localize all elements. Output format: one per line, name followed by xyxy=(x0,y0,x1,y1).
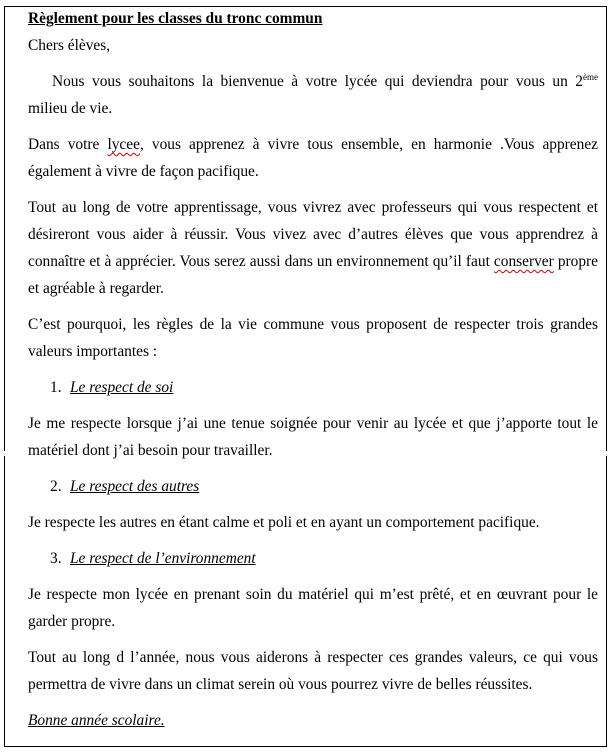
intro-line xyxy=(28,68,598,95)
signoff: Bonne année scolaire. xyxy=(28,712,165,729)
intro-paragraph xyxy=(28,68,598,122)
section-number: 3. xyxy=(50,550,62,567)
document-title: Règlement pour les classes du tronc commun xyxy=(28,10,323,27)
paragraph-2 xyxy=(28,194,598,302)
paragraph-2-before: Tout au long de votre apprentissage, vous vivrez avec professeurs qui vous respectent et désireront vous aider à réussir. Vous vivez avec d’autres élèves que vous apprendrez à connaître et à apprécier. Vous serez aussi dans un environnement qu’il faut xyxy=(28,199,598,270)
intro-text: Nous vous souhaitons la bienvenue à votre lycée qui deviendra pour vous un 2 xyxy=(52,73,583,90)
greeting: Chers élèves, xyxy=(28,37,111,54)
document-body xyxy=(28,6,598,734)
section-number: 2. xyxy=(50,478,62,495)
section-text-3: Je respecte mon lycée en prenant soin du matériel qui m’est prêté, et en œuvrant pour le garder propre. xyxy=(28,586,598,630)
section-text-2: Je respecte les autres en étant calme et poli et en ayant un comportement pacifique. xyxy=(28,514,540,531)
section-number: 1. xyxy=(50,379,62,396)
paragraph-1 xyxy=(28,131,598,185)
paragraph-1-before: Dans votre xyxy=(28,136,108,153)
paragraph-2-after: propre et agréable à regarder. xyxy=(28,253,598,297)
paragraph-3: C’est pourquoi, les règles de la vie commune vous proposent de respecter trois grandes valeurs importantes : xyxy=(28,316,598,360)
section-label: Le respect des autres xyxy=(70,478,200,495)
section-label: Le respect de l’environnement xyxy=(70,550,256,567)
section-heading-2 xyxy=(50,473,598,500)
border-gap-right xyxy=(606,451,609,456)
intro-tail: milieu de vie. xyxy=(28,100,113,117)
closing-paragraph: Tout au long d l’année, nous vous aiderons à respecter ces grandes valeurs, ce qui vous permettra de vivre dans un climat serein où vous pourrez vivre de belles réussites. xyxy=(28,649,598,693)
section-text-1: Je me respecte lorsque j’ai une tenue soignée pour venir au lycée et que j’apporte tout le matériel dont j’ai besoin pour travailler. xyxy=(28,415,598,459)
section-heading-3 xyxy=(50,545,598,572)
section-label: Le respect de soi xyxy=(70,379,174,396)
spellcheck-flagged-word: conserver xyxy=(493,253,554,270)
intro-superscript: ème xyxy=(583,71,598,82)
border-gap-left xyxy=(3,451,6,456)
section-heading-1 xyxy=(50,374,598,401)
spellcheck-flagged-word: lycee xyxy=(107,136,140,153)
paragraph-1-after: , vous apprenez à vivre tous ensemble, en harmonie .Vous apprenez également à vivre de façon pacifique. xyxy=(28,136,598,180)
